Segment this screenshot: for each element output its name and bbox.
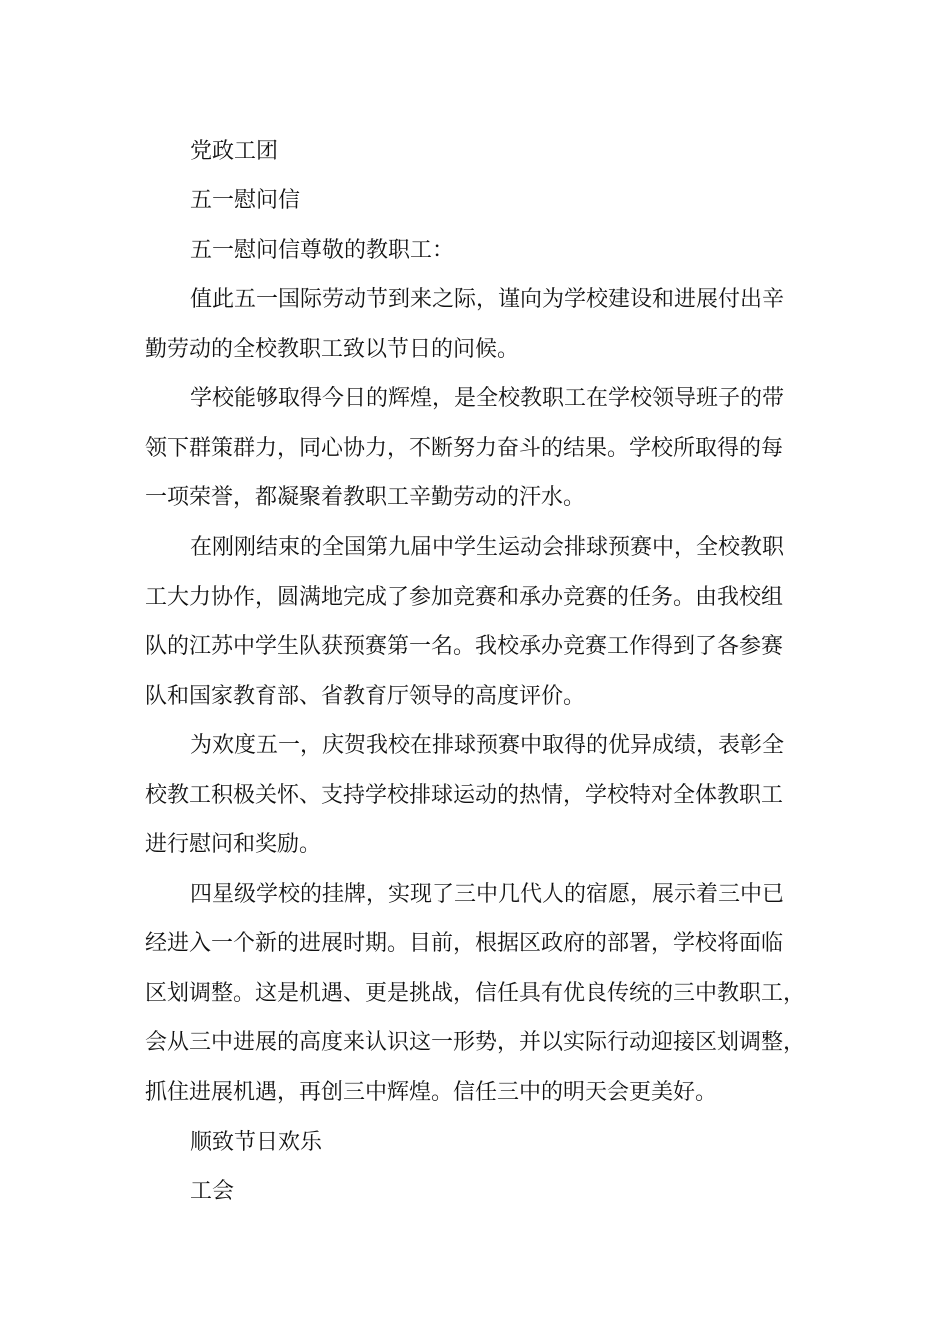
paragraph-line: 会从三中进展的高度来认识这一形势，并以实际行动迎接区划调整， — [145, 1030, 806, 1055]
paragraph-line: 四星级学校的挂牌，实现了三中几代人的宿愿，展示着三中已 — [190, 882, 785, 907]
paragraph-line: 为欢度五一，庆贺我校在排球预赛中取得的优异成绩，表彰全 — [190, 733, 785, 758]
paragraph-line: 在刚刚结束的全国第九届中学生运动会排球预赛中，全校教职 — [190, 535, 785, 560]
paragraph-line: 值此五一国际劳动节到来之际，谨向为学校建设和进展付出辛 — [190, 287, 785, 312]
paragraph-line: 队的江苏中学生队获预赛第一名。我校承办竞赛工作得到了各参赛 — [145, 634, 784, 659]
paragraph-line: 经进入一个新的进展时期。目前，根据区政府的部署，学校将面临 — [145, 931, 784, 956]
letter-salutation: 五一慰问信尊敬的教职工： — [190, 238, 455, 263]
paragraph-line: 抓住进展机遇，再创三中辉煌。信任三中的明天会更美好。 — [145, 1080, 718, 1105]
letter-title: 五一慰问信 — [190, 188, 301, 213]
paragraph-line: 领下群策群力，同心协力，不断努力奋斗的结果。学校所取得的每 — [145, 436, 784, 461]
paragraph-line: 学校能够取得今日的辉煌，是全校教职工在学校领导班子的带 — [190, 386, 785, 411]
signature: 工会 — [190, 1179, 235, 1204]
org-header: 党政工团 — [190, 139, 279, 164]
paragraph-line: 工大力协作，圆满地完成了参加竞赛和承办竞赛的任务。由我校组 — [145, 585, 784, 610]
paragraph-line: 队和国家教育部、省教育厅领导的高度评价。 — [145, 684, 586, 709]
paragraph-line: 进行慰问和奖励。 — [145, 832, 322, 857]
paragraph-line: 区划调整。这是机遇、更是挑战，信任具有优良传统的三中教职工， — [145, 981, 806, 1006]
closing-greeting: 顺致节日欢乐 — [190, 1130, 323, 1155]
paragraph-line: 勤劳动的全校教职工致以节日的问候。 — [145, 337, 520, 362]
paragraph-line: 校教工积极关怀、支持学校排球运动的热情，学校特对全体教职工 — [145, 783, 784, 808]
paragraph-line: 一项荣誉，都凝聚着教职工辛勤劳动的汗水。 — [145, 485, 586, 510]
